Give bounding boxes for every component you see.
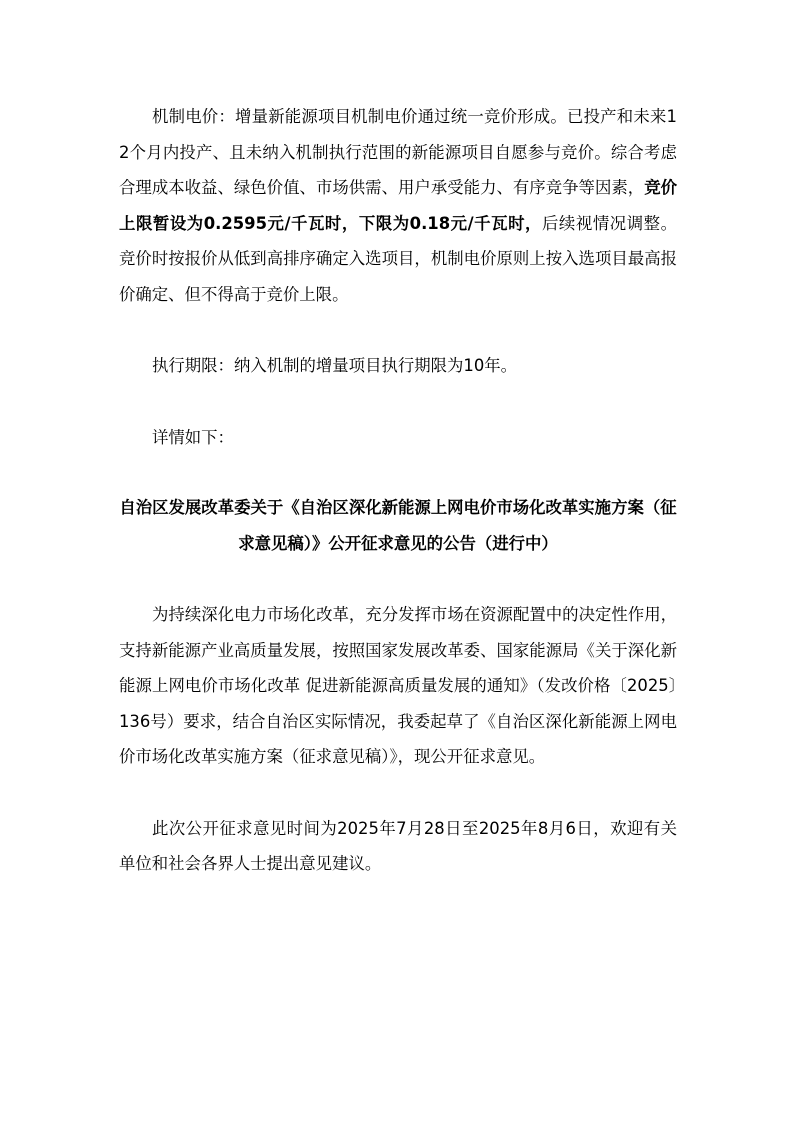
mechanism-price-text: 机制电价：增量新能源项目机制电价通过统一竞价形成。已投产和未来12个月内投产、且未纳入机制执行范围的新能源项目自愿参与竞价。综合考虑合理成本收益、绿色价值、市场供需、用户承受能力、有序竞争等因素， [119, 107, 677, 197]
paragraph-mechanism-price [119, 99, 677, 312]
notice-title: 自治区发展改革委关于《自治区深化新能源上网电价市场化改革实施方案（征求意见稿）》公开征求意见的公告（进行中） [119, 498, 677, 553]
price-limit-bold-text: 竞价上限暂设为0.2595元/千瓦时，下限为0.18元/千瓦时， [119, 178, 678, 233]
paragraph-notice-body: 为持续深化电力市场化改革，充分发挥市场在资源配置中的决定性作用，支持新能源产业高质量发展，按照国家发展改革委、国家能源局《关于深化新能源上网电价市场化改革 促进新能源高质量发展的通知》（发改价格〔2025〕136号）要求，结合自治区实际情况，我委起草了《自治区深化新能源上网电价市场化改革实施方案（征求意见稿）》，现公开征求意见。 [119, 605, 677, 766]
paragraph-execution-period: 执行期限：纳入机制的增量项目执行期限为10年。 [152, 356, 518, 375]
paragraph-comment-period: 此次公开征求意见时间为2025年7月28日至2025年8月6日，欢迎有关单位和社会各界人士提出意见建议。 [119, 818, 677, 873]
document-body [119, 99, 677, 882]
paragraph-details-intro: 详情如下： [152, 427, 234, 447]
mechanism-price-text-continued: 后续视情况调整。竞价时按报价从低到高排序确定入选项目，机制电价原则上按入选项目最高报价确定、但不得高于竞价上限。 [119, 213, 677, 304]
